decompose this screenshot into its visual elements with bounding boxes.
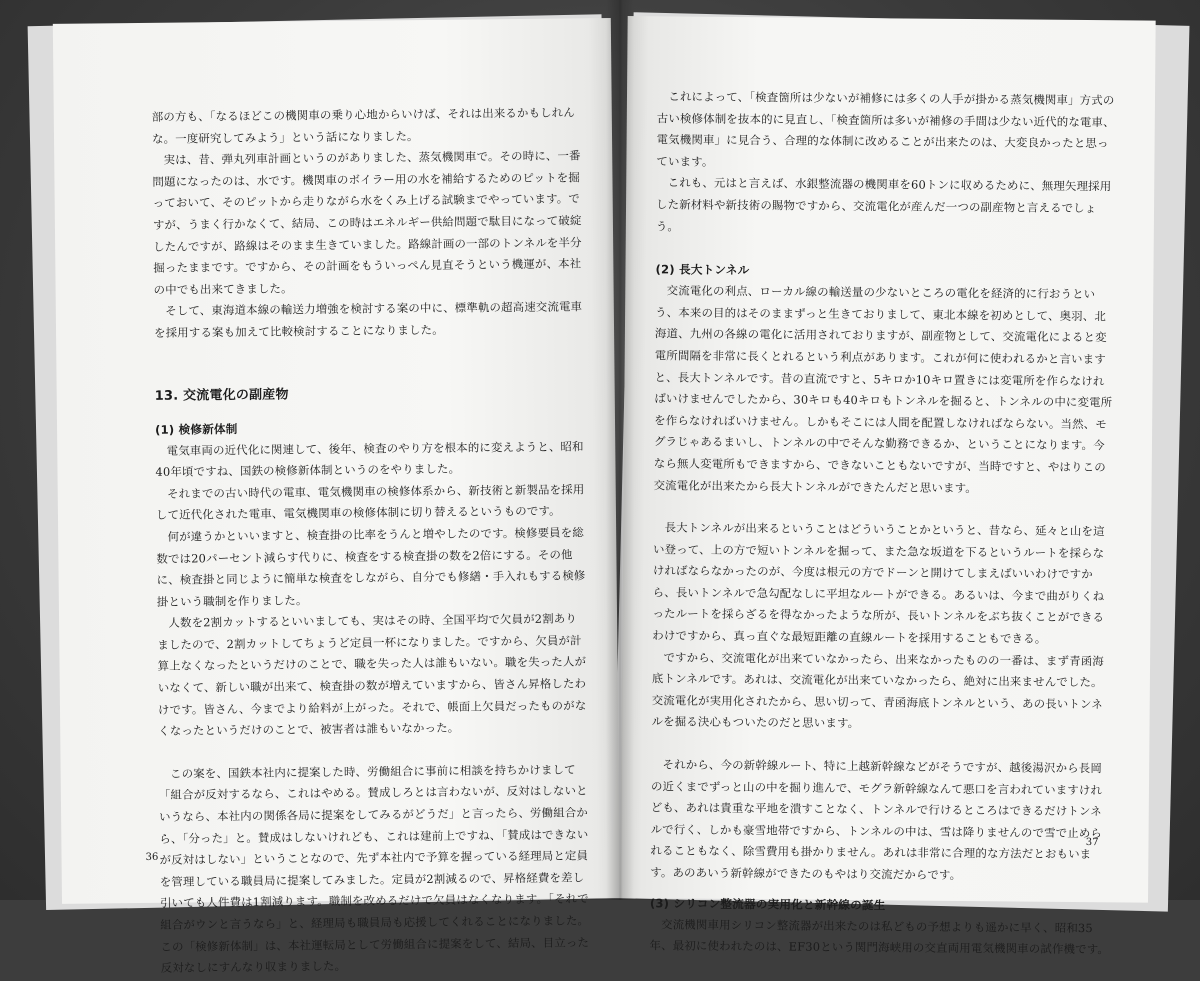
paragraph: 人数を2割カットするといいましても、実はその時、全国平均で欠員が2割ありましたので、2割カットしてちょうど定員一杯になりました。ですから、欠員が計算上なくなったというだけのことで、職を失った人は誰もいない。職を失った人がいなくて、新しい職が出来て、検査掛の数が増えていますから、皆さん昇格したわけです。皆さん、今までより給料が上がった。それで、帳面上欠員だったものがなくなったというだけのことで、被害者は誰もいなかった。 [157, 611, 587, 739]
paragraph: 交流電化の利点、ローカル線の輸送量の少ないところの電化を経済的に行おうという、本来の目的はそのままずっと生きておりまして、東北本線を初めとして、奥羽、北海道、九州の各線の電化に活用されておりますが、副産物として、交流電化によると変電所間隔を非常に長くとれるという利点があります。これが何に使われるかと言いますと、長大トンネルです。昔の直流ですと、5キロか10キロ置きには変電所を作らなければいけませんでしたから、30キロも40キロもトンネルを掘ると、トンネルの中に変電所を作らなければいけません。しかもそこには人間を配置しなければならない。当然、モグラじゃあるまいし、トンネルの中でそんな勤務できるか、ということになります。今なら無人変電所もできますから、できないこともないですが、当時ですと、やはりこの交流電化が出来たから長大トンネルができたんだと思います。 [653, 283, 1113, 495]
paragraph: これによって、「検査箇所は少ないが補修には多くの人手が掛かる蒸気機関車」方式の古い検修体制を抜本的に見直し、「検査箇所は多いが補修の手間は少ない近代的な電車、電気機関車」に見合う、合理的な体制に改めることが出来たのは、大変良かったと思っています。 [656, 89, 1115, 169]
right-page [620, 16, 1156, 957]
paragraph: 長大トンネルが出来るということはどういうことかというと、昔なら、延々と山を這い登って、上の方で短いトンネルを掘って、また急な坂道を下るというルートを採らなければならなかったのが、今度は根元の方でドーンと開けてしまえばいいわけですから、長いトンネルで急勾配なしに平坦なルートができる。あるいは、今まで曲がりくねったルートを採らざるを得なかったような所が、長いトンネルをぶち抜くことができるわけですから、真っ直ぐな最短距離の直線ルートを採用することもできる。 [652, 520, 1105, 646]
subsection-heading: (1) 検修新体制 [154, 421, 238, 437]
subsection-heading: (3) シリコン整流器の実用化と新幹線の誕生 [649, 895, 886, 912]
paragraph: そして、東海道本線の輸送力増強を検討する案の中に、標準軌の超高速交流電車を採用する案も加えて比較検討することになりました。 [153, 299, 583, 340]
paragraph: それから、今の新幹線ルート、特に上越新幹線などがそうですが、越後湯沢から長岡の近くまでずっと山の中を掘り進んで、モグラ新幹線なんて悪口を言われていますけれども、あれは貴重な平地を潰すことなく、トンネルで行けるところはできるだけトンネルで行く、しかも豪雪地帯ですから、トンネルの中は、雪は降りませんので雪で止められることもなく、除雪費用も掛かりません。あれは非常に合理的な方法だとおもいます。あのあいう新幹線ができたのもやはり交流だからです。 [650, 757, 1103, 882]
page-number-left: 36 [145, 851, 159, 863]
paragraph: ですから、交流電化が出来ていなかったら、出来なかったものの一番は、まず青函海底トンネルです。あれは、交流電化が出来ていなかったら、絶対に出来ませんでした。交流電化が実用化されたから、思い切って、青函海底トンネルという、あの長いトンネルを掘る決心もついたのだと思います。 [651, 650, 1104, 731]
right-page-text [649, 86, 1117, 961]
left-page-text [152, 102, 591, 979]
paragraph: これも、元はと言えば、水銀整流器の機関車を60トンに収めるために、無理矢理採用した新材料や新技術の賜物ですから、交流電化が産んだ一つの副産物と言えるでしょう。 [655, 175, 1112, 234]
paragraph: この案を、国鉄本社内に提案した時、労働組合に事前に相談を持ちかけまして「組合が反対するなら、これはやめる。賛成しろとは言わないが、反対はしないというなら、本社内の関係各局に提案をしてみるがどうだ」と言ったら、労働組合から、「分った」と。賛成はしないけれども、これは建前上ですね、「賛成はできないが反対はしない」ということなので、先ず本社内で予算を握っている経理局と定員を管理している職員局に提案してみました。定員が2割減るので、昇格経費を差し引いても人件費は1割減ります。職制を改めるだけで欠員はなくなります。「それで組合がウンと言うなら」と、経理局も職員局も応援してくれることになりました。この「検修新体制」は、本社運転局として労働組合に提案をして、結局、目立った反対なしにすんなり収まりました。 [158, 762, 590, 976]
left-page [53, 18, 620, 976]
paragraph: 実は、昔、弾丸列車計画というのがありました、蒸気機関車で。その時に、一番問題になったのは、水です。機関車のボイラー用の水を補給するためのピットを掘っておいて、そのピットから走りながら水をくみ上げる試験までやっています。ですが、うまく行かなくて、結局、この時はエネルギー供給問題で駄目になって破綻したんですが、路線はそのまま生きていました。路線計画の一部のトンネルを半分掘ったままです。ですから、その計画をもういっぺん見直そうという機運が、本社の中でも出来てきました。 [152, 148, 582, 297]
subsection-heading: (2) 長大トンネル [655, 262, 750, 278]
paragraph: 電気車両の近代化に関連して、後年、検査のやり方を根本的に変えようと、昭和40年頃ですね、国鉄の検修新体制というのをやりました。 [155, 438, 584, 479]
paragraph: それまでの古い時代の電車、電気機関車の検修体系から、新技術と新製品を採用して近代化された電車、電気機関車の検修体制に切り替えるというものです。 [155, 482, 585, 523]
paragraph: 部の方も、「なるほどこの機関車の乗り心地からいけば、それは出来るかもしれんな。一度研究してみよう」という話になりました。 [151, 105, 576, 146]
paragraph: 何が違うかといいますと、検査掛の比率をうんと増やしたのです。検修要員を総数では20パーセント減らす代りに、検査をする検査掛の数を2倍にする。その他に、検査掛と同じように簡単な検査をしながら、自分でも修繕・手入れもする検修掛という職制を作りました。 [156, 525, 586, 609]
paragraph: 交流機関車用シリコン整流器が出来たのは私どもの予想よりも遥かに早く、昭和35年、最初に使われたのは、EF30という関門海峡用の交直両用電気機関車の試作機です。 [649, 916, 1110, 957]
book-gutter-shadow [606, 0, 634, 900]
section-heading: 13. 交流電化の副産物 [154, 386, 289, 404]
page-number-right: 37 [1085, 837, 1099, 849]
